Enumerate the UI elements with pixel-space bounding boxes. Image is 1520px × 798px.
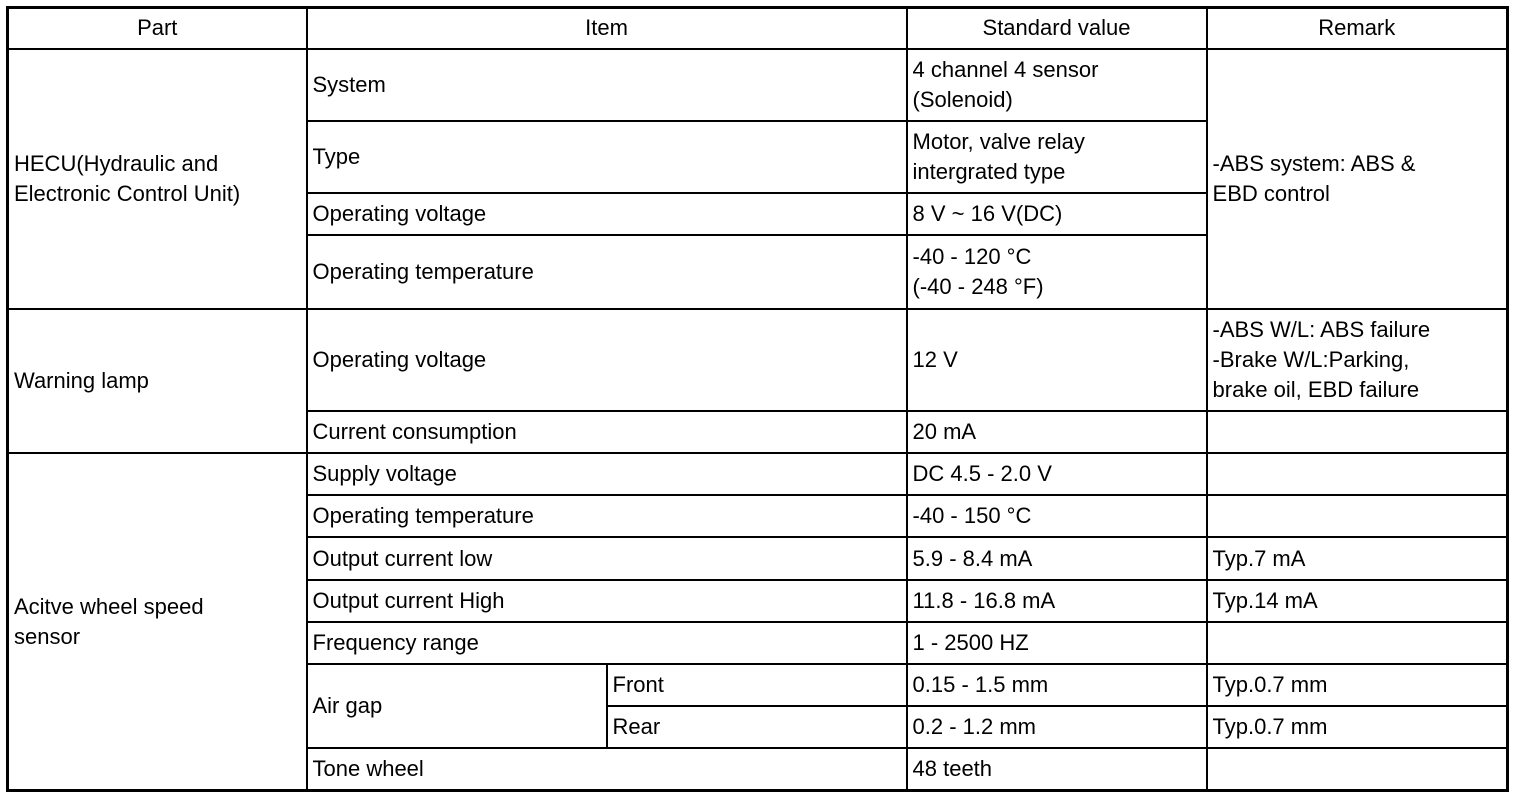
part-warning-lamp: Warning lamp <box>8 309 307 454</box>
part-hecu-line: HECU(Hydraulic and <box>14 150 219 176</box>
part-wheel-sensor-line: sensor <box>14 623 81 649</box>
value-cell: 12 V <box>907 309 1207 411</box>
remark-cell <box>1207 748 1508 790</box>
remark-cell <box>1207 453 1508 495</box>
value-line: (Solenoid) <box>912 86 1013 112</box>
header-remark: Remark <box>1207 8 1508 49</box>
remark-hecu <box>1207 49 1508 309</box>
item-cell: Operating temperature <box>307 495 907 537</box>
spec-table <box>6 6 1509 792</box>
remark-cell <box>1207 622 1508 664</box>
remark-line: -ABS W/L: ABS failure <box>1212 316 1431 342</box>
table-row <box>8 453 1508 495</box>
remark-cell: Typ.0.7 mm <box>1207 664 1508 706</box>
value-cell <box>907 49 1207 121</box>
table-row <box>8 309 1508 411</box>
value-cell: 11.8 - 16.8 mA <box>907 580 1207 622</box>
item-cell: Tone wheel <box>307 748 907 790</box>
remark-line: EBD control <box>1212 180 1330 206</box>
table-row <box>8 49 1508 121</box>
value-cell: 8 V ~ 16 V(DC) <box>907 193 1207 235</box>
item-cell: Current consumption <box>307 411 907 453</box>
value-cell: 20 mA <box>907 411 1207 453</box>
item-cell: Output current low <box>307 537 907 579</box>
item-cell: Supply voltage <box>307 453 907 495</box>
item-cell: Frequency range <box>307 622 907 664</box>
remark-cell <box>1207 495 1508 537</box>
value-line: -40 - 120 °C <box>912 243 1032 269</box>
item-cell: Type <box>307 121 907 193</box>
value-line: (-40 - 248 °F) <box>912 273 1044 299</box>
header-part: Part <box>8 8 307 49</box>
header-standard-value: Standard value <box>907 8 1207 49</box>
item-cell: Operating voltage <box>307 309 907 411</box>
item-cell: Operating voltage <box>307 193 907 235</box>
value-cell: 0.2 - 1.2 mm <box>907 706 1207 748</box>
value-cell: -40 - 150 °C <box>907 495 1207 537</box>
remark-line: brake oil, EBD failure <box>1212 376 1420 402</box>
remark-cell <box>1207 309 1508 411</box>
remark-cell: Typ.14 mA <box>1207 580 1508 622</box>
subitem-front: Front <box>607 664 907 706</box>
remark-line: -Brake W/L:Parking, <box>1212 346 1410 372</box>
part-hecu-line: Electronic Control Unit) <box>14 180 241 206</box>
part-wheel-sensor-line: Acitve wheel speed <box>14 593 204 619</box>
header-row <box>8 8 1508 49</box>
item-cell: Operating temperature <box>307 235 907 308</box>
item-air-gap: Air gap <box>307 664 607 748</box>
part-wheel-sensor <box>8 453 307 790</box>
value-line: intergrated type <box>912 159 1066 185</box>
item-cell: System <box>307 49 907 121</box>
value-cell: 48 teeth <box>907 748 1207 790</box>
value-cell: 0.15 - 1.5 mm <box>907 664 1207 706</box>
value-cell <box>907 121 1207 193</box>
value-line: 4 channel 4 sensor <box>912 56 1099 82</box>
item-cell: Output current High <box>307 580 907 622</box>
value-cell: 5.9 - 8.4 mA <box>907 537 1207 579</box>
value-cell: 1 - 2500 HZ <box>907 622 1207 664</box>
value-cell: DC 4.5 - 2.0 V <box>907 453 1207 495</box>
value-line: Motor, valve relay <box>912 129 1085 155</box>
remark-cell <box>1207 411 1508 453</box>
remark-cell: Typ.7 mA <box>1207 537 1508 579</box>
header-item: Item <box>307 8 907 49</box>
remark-line: -ABS system: ABS & <box>1212 150 1416 176</box>
value-cell <box>907 235 1207 308</box>
subitem-rear: Rear <box>607 706 907 748</box>
part-hecu <box>8 49 307 309</box>
remark-cell: Typ.0.7 mm <box>1207 706 1508 748</box>
